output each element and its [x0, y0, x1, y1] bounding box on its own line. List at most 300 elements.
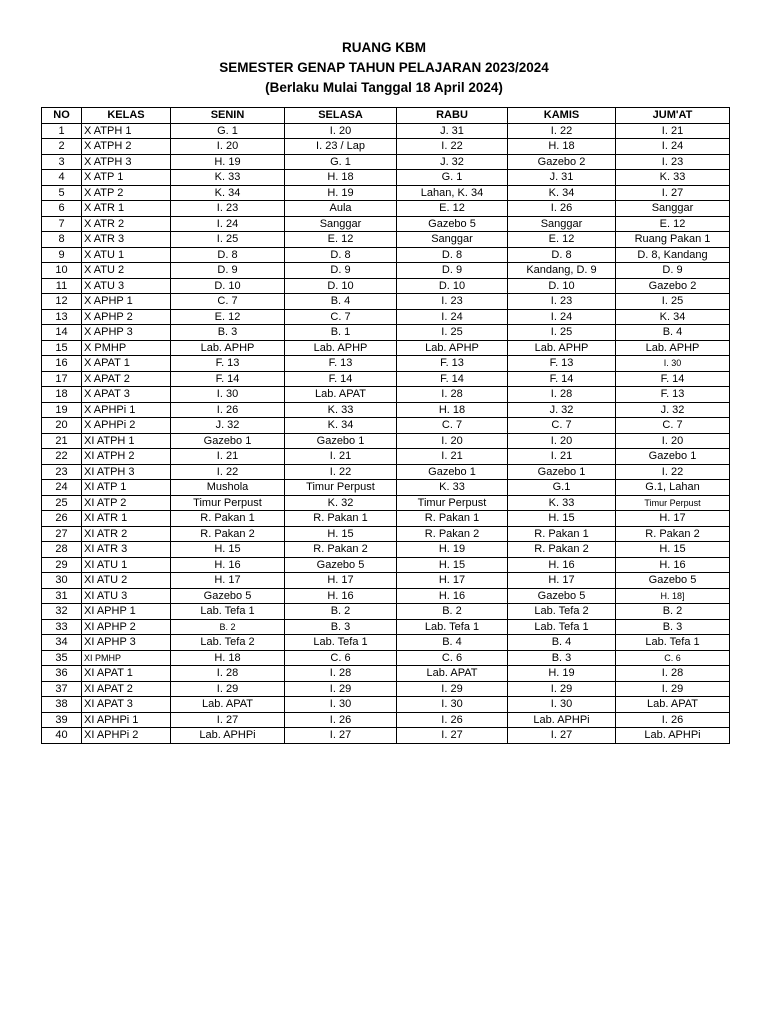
- class-name-cell: XI APAT 2: [82, 681, 171, 697]
- room-cell: I. 29: [616, 681, 730, 697]
- room-cell: I. 24: [171, 216, 285, 232]
- room-cell: Gazebo 2: [508, 154, 616, 170]
- room-cell: I. 21: [397, 449, 508, 465]
- table-row: [42, 325, 730, 341]
- room-cell: H. 16: [397, 588, 508, 604]
- table-row: [42, 185, 730, 201]
- room-schedule-table: [41, 107, 730, 744]
- room-cell: Mushola: [171, 480, 285, 496]
- class-name-cell: XI ATPH 3: [82, 464, 171, 480]
- room-cell: I. 28: [285, 666, 397, 682]
- room-cell: I. 26: [171, 402, 285, 418]
- room-cell: H. 16: [171, 557, 285, 573]
- room-cell: Lab. APHP: [508, 340, 616, 356]
- room-cell: I. 25: [508, 325, 616, 341]
- room-cell: K. 33: [171, 170, 285, 186]
- room-cell: Gazebo 2: [616, 278, 730, 294]
- class-name-cell: X APHPi 2: [82, 418, 171, 434]
- room-cell: F. 13: [171, 356, 285, 372]
- column-header: JUM'AT: [616, 108, 730, 124]
- room-cell: I. 23: [397, 294, 508, 310]
- row-number-cell: 24: [42, 480, 82, 496]
- class-name-cell: X APHP 2: [82, 309, 171, 325]
- row-number-cell: 31: [42, 588, 82, 604]
- room-cell: B. 2: [171, 619, 285, 635]
- class-name-cell: XI ATR 3: [82, 542, 171, 558]
- table-row: [42, 418, 730, 434]
- class-name-cell: X APHP 1: [82, 294, 171, 310]
- room-cell: D. 10: [397, 278, 508, 294]
- row-number-cell: 20: [42, 418, 82, 434]
- row-number-cell: 10: [42, 263, 82, 279]
- table-row: [42, 557, 730, 573]
- table-row: [42, 402, 730, 418]
- table-header-row: [42, 108, 730, 124]
- document-subtitle: SEMESTER GENAP TAHUN PELAJARAN 2023/2024: [219, 60, 549, 75]
- room-cell: I. 24: [508, 309, 616, 325]
- table-row: [42, 216, 730, 232]
- room-cell: D. 8: [508, 247, 616, 263]
- class-name-cell: X APAT 2: [82, 371, 171, 387]
- room-cell: I. 27: [285, 728, 397, 744]
- room-cell: G. 1: [285, 154, 397, 170]
- room-cell: Sanggar: [397, 232, 508, 248]
- room-cell: R. Pakan 1: [508, 526, 616, 542]
- room-cell: D. 8: [285, 247, 397, 263]
- row-number-cell: 32: [42, 604, 82, 620]
- room-cell: H. 17: [508, 573, 616, 589]
- room-cell: Gazebo 5: [171, 588, 285, 604]
- room-cell: Timur Perpust: [616, 495, 730, 511]
- room-cell: E. 12: [285, 232, 397, 248]
- table-row: [42, 201, 730, 217]
- row-number-cell: 17: [42, 371, 82, 387]
- room-cell: J. 32: [508, 402, 616, 418]
- room-cell: B. 2: [285, 604, 397, 620]
- room-cell: H. 17: [397, 573, 508, 589]
- room-cell: H. 16: [508, 557, 616, 573]
- class-name-cell: X APAT 3: [82, 387, 171, 403]
- row-number-cell: 18: [42, 387, 82, 403]
- room-cell: H. 17: [285, 573, 397, 589]
- room-cell: I. 29: [285, 681, 397, 697]
- room-cell: I. 22: [171, 464, 285, 480]
- room-cell: I. 26: [397, 712, 508, 728]
- class-name-cell: XI ATPH 2: [82, 449, 171, 465]
- table-row: [42, 542, 730, 558]
- room-cell: J. 32: [397, 154, 508, 170]
- table-row: [42, 309, 730, 325]
- room-cell: H. 18: [397, 402, 508, 418]
- room-cell: I. 27: [397, 728, 508, 744]
- column-header: KAMIS: [508, 108, 616, 124]
- room-cell: J. 31: [397, 123, 508, 139]
- room-cell: D. 9: [171, 263, 285, 279]
- room-cell: I. 22: [397, 139, 508, 155]
- room-cell: I. 20: [285, 123, 397, 139]
- room-cell: C. 7: [171, 294, 285, 310]
- room-cell: R. Pakan 1: [397, 511, 508, 527]
- row-number-cell: 13: [42, 309, 82, 325]
- class-name-cell: XI APHPi 2: [82, 728, 171, 744]
- room-cell: H. 18: [508, 139, 616, 155]
- table-row: [42, 681, 730, 697]
- room-cell: C. 7: [285, 309, 397, 325]
- room-cell: B. 2: [616, 604, 730, 620]
- table-row: [42, 433, 730, 449]
- room-cell: I. 27: [616, 185, 730, 201]
- room-cell: Lab. APHPi: [508, 712, 616, 728]
- class-name-cell: XI ATU 3: [82, 588, 171, 604]
- column-header: NO: [42, 108, 82, 124]
- room-cell: J. 32: [171, 418, 285, 434]
- room-cell: I. 27: [171, 712, 285, 728]
- class-name-cell: XI ATR 1: [82, 511, 171, 527]
- room-cell: F. 13: [616, 387, 730, 403]
- row-number-cell: 6: [42, 201, 82, 217]
- room-cell: F. 14: [508, 371, 616, 387]
- class-name-cell: XI APAT 1: [82, 666, 171, 682]
- row-number-cell: 1: [42, 123, 82, 139]
- room-cell: J. 31: [508, 170, 616, 186]
- room-cell: F. 14: [171, 371, 285, 387]
- room-cell: I. 23: [616, 154, 730, 170]
- table-row: [42, 170, 730, 186]
- row-number-cell: 8: [42, 232, 82, 248]
- room-cell: Kandang, D. 9: [508, 263, 616, 279]
- room-cell: E. 12: [171, 309, 285, 325]
- room-cell: I. 21: [508, 449, 616, 465]
- room-cell: Lab. APHPi: [616, 728, 730, 744]
- room-cell: H. 15: [616, 542, 730, 558]
- room-cell: H. 15: [285, 526, 397, 542]
- table-row: [42, 728, 730, 744]
- class-name-cell: XI ATU 1: [82, 557, 171, 573]
- room-cell: F. 14: [616, 371, 730, 387]
- room-cell: I. 30: [285, 697, 397, 713]
- room-cell: R. Pakan 2: [285, 542, 397, 558]
- room-cell: I. 26: [285, 712, 397, 728]
- row-number-cell: 35: [42, 650, 82, 666]
- room-cell: C. 7: [397, 418, 508, 434]
- room-cell: B. 3: [508, 650, 616, 666]
- room-cell: I. 27: [508, 728, 616, 744]
- room-cell: Gazebo 1: [616, 449, 730, 465]
- table-row: [42, 464, 730, 480]
- room-cell: Timur Perpust: [171, 495, 285, 511]
- table-row: [42, 232, 730, 248]
- room-cell: I. 30: [171, 387, 285, 403]
- room-cell: H. 19: [508, 666, 616, 682]
- room-cell: Sanggar: [616, 201, 730, 217]
- row-number-cell: 28: [42, 542, 82, 558]
- room-cell: J. 32: [616, 402, 730, 418]
- effective-date: (Berlaku Mulai Tanggal 18 April 2024): [265, 80, 503, 95]
- room-cell: E. 12: [508, 232, 616, 248]
- room-cell: I. 24: [616, 139, 730, 155]
- room-cell: Timur Perpust: [285, 480, 397, 496]
- table-row: [42, 480, 730, 496]
- room-cell: Lab. APAT: [616, 697, 730, 713]
- row-number-cell: 12: [42, 294, 82, 310]
- row-number-cell: 26: [42, 511, 82, 527]
- room-cell: K. 33: [616, 170, 730, 186]
- row-number-cell: 4: [42, 170, 82, 186]
- row-number-cell: 16: [42, 356, 82, 372]
- room-cell: Lab. APHP: [285, 340, 397, 356]
- table-row: [42, 449, 730, 465]
- class-name-cell: X ATR 1: [82, 201, 171, 217]
- room-cell: C. 6: [397, 650, 508, 666]
- class-name-cell: X ATU 1: [82, 247, 171, 263]
- row-number-cell: 38: [42, 697, 82, 713]
- room-cell: Timur Perpust: [397, 495, 508, 511]
- room-cell: Aula: [285, 201, 397, 217]
- room-cell: R. Pakan 1: [285, 511, 397, 527]
- room-cell: H. 18: [171, 650, 285, 666]
- column-header: KELAS: [82, 108, 171, 124]
- room-cell: H. 17: [616, 511, 730, 527]
- class-name-cell: X APHP 3: [82, 325, 171, 341]
- room-cell: H. 17: [171, 573, 285, 589]
- table-row: [42, 588, 730, 604]
- room-cell: K. 34: [616, 309, 730, 325]
- class-name-cell: XI ATPH 1: [82, 433, 171, 449]
- room-cell: Lab. Tefa 2: [508, 604, 616, 620]
- room-cell: F. 13: [508, 356, 616, 372]
- room-cell: Lab. APAT: [285, 387, 397, 403]
- room-cell: I. 25: [171, 232, 285, 248]
- row-number-cell: 3: [42, 154, 82, 170]
- document-header: [0, 38, 768, 98]
- room-cell: Lab. APHP: [171, 340, 285, 356]
- room-cell: Lab. APHP: [397, 340, 508, 356]
- room-cell: Gazebo 5: [397, 216, 508, 232]
- class-name-cell: XI APHP 2: [82, 619, 171, 635]
- table-row: [42, 340, 730, 356]
- table-row: [42, 387, 730, 403]
- room-cell: G.1: [508, 480, 616, 496]
- row-number-cell: 29: [42, 557, 82, 573]
- class-name-cell: X ATPH 3: [82, 154, 171, 170]
- room-cell: C. 6: [285, 650, 397, 666]
- table-row: [42, 278, 730, 294]
- table-row: [42, 123, 730, 139]
- room-cell: I. 24: [397, 309, 508, 325]
- row-number-cell: 33: [42, 619, 82, 635]
- room-cell: H. 19: [397, 542, 508, 558]
- row-number-cell: 34: [42, 635, 82, 651]
- class-name-cell: X PMHP: [82, 340, 171, 356]
- room-cell: B. 4: [397, 635, 508, 651]
- room-cell: H. 18]: [616, 588, 730, 604]
- row-number-cell: 27: [42, 526, 82, 542]
- column-header: RABU: [397, 108, 508, 124]
- class-name-cell: XI ATU 2: [82, 573, 171, 589]
- row-number-cell: 2: [42, 139, 82, 155]
- table-row: [42, 356, 730, 372]
- room-cell: H. 16: [616, 557, 730, 573]
- table-row: [42, 139, 730, 155]
- room-cell: I. 20: [508, 433, 616, 449]
- room-cell: Lab. APHP: [616, 340, 730, 356]
- room-cell: H. 18: [285, 170, 397, 186]
- row-number-cell: 11: [42, 278, 82, 294]
- table-body: [42, 123, 730, 743]
- room-cell: I. 20: [171, 139, 285, 155]
- class-name-cell: X APHPi 1: [82, 402, 171, 418]
- table-row: [42, 573, 730, 589]
- class-name-cell: X APAT 1: [82, 356, 171, 372]
- room-cell: F. 14: [285, 371, 397, 387]
- room-cell: B. 3: [171, 325, 285, 341]
- room-cell: Gazebo 5: [508, 588, 616, 604]
- room-cell: K. 33: [285, 402, 397, 418]
- room-cell: I. 22: [508, 123, 616, 139]
- room-cell: F. 13: [285, 356, 397, 372]
- room-cell: Lab. Tefa 1: [397, 619, 508, 635]
- room-cell: D. 9: [397, 263, 508, 279]
- room-cell: D. 10: [508, 278, 616, 294]
- class-name-cell: XI ATP 1: [82, 480, 171, 496]
- room-cell: R. Pakan 2: [616, 526, 730, 542]
- room-cell: Lab. Tefa 1: [616, 635, 730, 651]
- column-header: SELASA: [285, 108, 397, 124]
- row-number-cell: 37: [42, 681, 82, 697]
- room-cell: B. 3: [616, 619, 730, 635]
- room-cell: I. 26: [616, 712, 730, 728]
- class-name-cell: XI ATP 2: [82, 495, 171, 511]
- room-cell: Lab. APAT: [171, 697, 285, 713]
- table-row: [42, 697, 730, 713]
- table-row: [42, 650, 730, 666]
- document-title: RUANG KBM: [342, 40, 426, 55]
- class-name-cell: XI APHPi 1: [82, 712, 171, 728]
- row-number-cell: 40: [42, 728, 82, 744]
- room-cell: I. 28: [616, 666, 730, 682]
- table-row: [42, 526, 730, 542]
- table-row: [42, 666, 730, 682]
- room-cell: I. 29: [397, 681, 508, 697]
- room-cell: B. 4: [508, 635, 616, 651]
- room-cell: I. 30: [508, 697, 616, 713]
- room-cell: I. 28: [397, 387, 508, 403]
- room-cell: I. 21: [285, 449, 397, 465]
- room-cell: K. 33: [397, 480, 508, 496]
- room-cell: Gazebo 5: [616, 573, 730, 589]
- room-cell: I. 23: [508, 294, 616, 310]
- row-number-cell: 9: [42, 247, 82, 263]
- room-cell: I. 21: [616, 123, 730, 139]
- room-cell: R. Pakan 1: [171, 511, 285, 527]
- room-cell: C. 7: [616, 418, 730, 434]
- room-cell: G. 1: [397, 170, 508, 186]
- table-row: [42, 495, 730, 511]
- room-cell: D. 8: [397, 247, 508, 263]
- room-cell: R. Pakan 2: [171, 526, 285, 542]
- column-header: SENIN: [171, 108, 285, 124]
- class-name-cell: X ATPH 2: [82, 139, 171, 155]
- room-cell: H. 15: [397, 557, 508, 573]
- room-cell: I. 22: [285, 464, 397, 480]
- class-name-cell: XI PMHP: [82, 650, 171, 666]
- row-number-cell: 39: [42, 712, 82, 728]
- room-cell: I. 28: [171, 666, 285, 682]
- row-number-cell: 30: [42, 573, 82, 589]
- room-cell: K. 32: [285, 495, 397, 511]
- room-cell: R. Pakan 2: [508, 542, 616, 558]
- room-cell: Lab. Tefa 1: [171, 604, 285, 620]
- room-cell: D. 10: [285, 278, 397, 294]
- room-cell: R. Pakan 2: [397, 526, 508, 542]
- room-cell: Gazebo 1: [171, 433, 285, 449]
- table-row: [42, 263, 730, 279]
- row-number-cell: 25: [42, 495, 82, 511]
- row-number-cell: 36: [42, 666, 82, 682]
- room-cell: K. 34: [508, 185, 616, 201]
- class-name-cell: X ATP 2: [82, 185, 171, 201]
- class-name-cell: XI APAT 3: [82, 697, 171, 713]
- row-number-cell: 15: [42, 340, 82, 356]
- table-row: [42, 604, 730, 620]
- room-cell: I. 21: [171, 449, 285, 465]
- table-row: [42, 294, 730, 310]
- room-cell: B. 2: [397, 604, 508, 620]
- room-cell: Gazebo 1: [397, 464, 508, 480]
- room-cell: I. 25: [616, 294, 730, 310]
- room-cell: Lab. Tefa 1: [508, 619, 616, 635]
- class-name-cell: XI APHP 1: [82, 604, 171, 620]
- class-name-cell: X ATP 1: [82, 170, 171, 186]
- room-cell: H. 15: [171, 542, 285, 558]
- room-cell: Lab. APAT: [397, 666, 508, 682]
- room-cell: D. 8: [171, 247, 285, 263]
- room-cell: I. 30: [616, 356, 730, 372]
- room-cell: B. 4: [285, 294, 397, 310]
- table-row: [42, 511, 730, 527]
- row-number-cell: 14: [42, 325, 82, 341]
- room-cell: D. 8, Kandang: [616, 247, 730, 263]
- room-cell: G. 1: [171, 123, 285, 139]
- row-number-cell: 19: [42, 402, 82, 418]
- class-name-cell: X ATU 2: [82, 263, 171, 279]
- room-cell: F. 14: [397, 371, 508, 387]
- class-name-cell: X ATR 3: [82, 232, 171, 248]
- room-cell: Gazebo 1: [285, 433, 397, 449]
- room-cell: I. 26: [508, 201, 616, 217]
- room-cell: Gazebo 5: [285, 557, 397, 573]
- class-name-cell: XI APHP 3: [82, 635, 171, 651]
- table-row: [42, 635, 730, 651]
- room-cell: G.1, Lahan: [616, 480, 730, 496]
- row-number-cell: 5: [42, 185, 82, 201]
- row-number-cell: 7: [42, 216, 82, 232]
- row-number-cell: 21: [42, 433, 82, 449]
- class-name-cell: XI ATR 2: [82, 526, 171, 542]
- room-cell: H. 19: [171, 154, 285, 170]
- class-name-cell: X ATU 3: [82, 278, 171, 294]
- class-name-cell: X ATR 2: [82, 216, 171, 232]
- row-number-cell: 22: [42, 449, 82, 465]
- row-number-cell: 23: [42, 464, 82, 480]
- room-cell: Lab. APHPi: [171, 728, 285, 744]
- room-cell: H. 16: [285, 588, 397, 604]
- room-cell: I. 29: [171, 681, 285, 697]
- room-cell: Sanggar: [508, 216, 616, 232]
- room-cell: D. 9: [616, 263, 730, 279]
- table-row: [42, 247, 730, 263]
- room-cell: Gazebo 1: [508, 464, 616, 480]
